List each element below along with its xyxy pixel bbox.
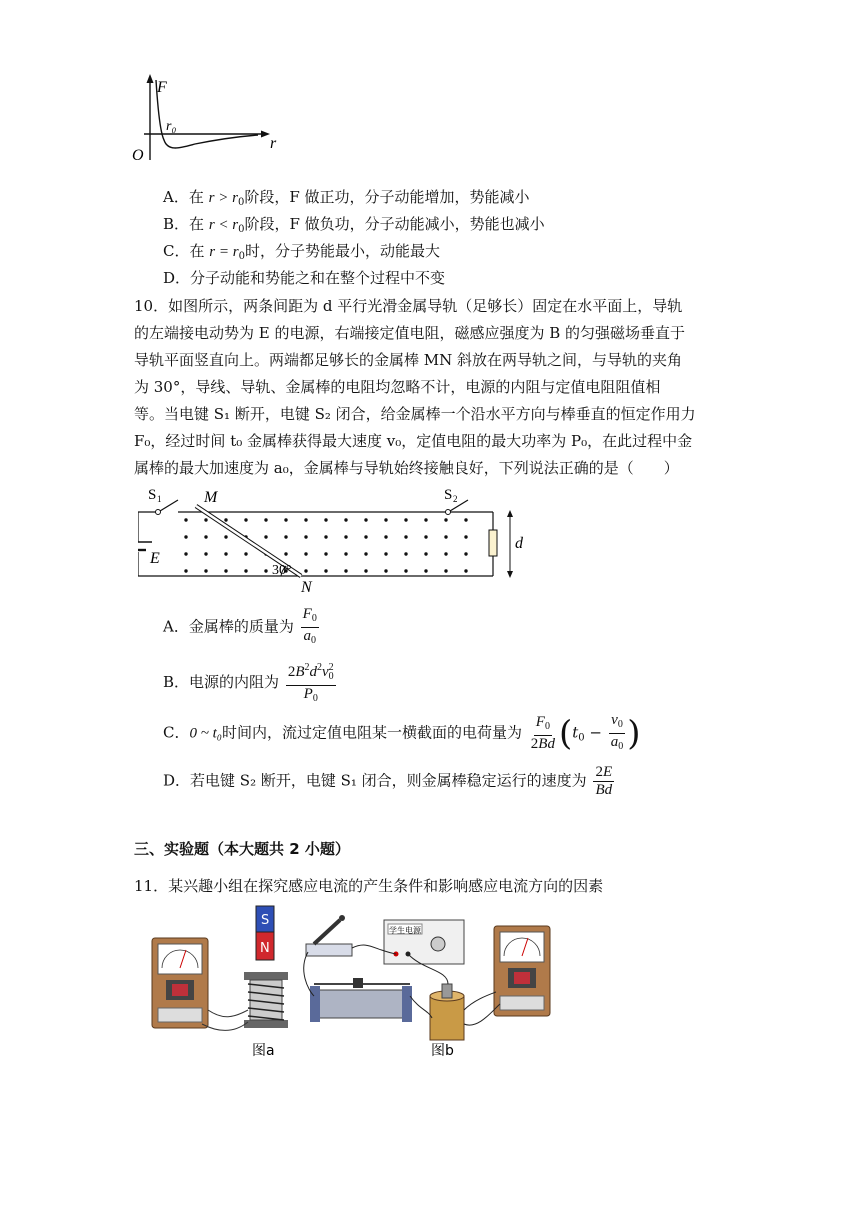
svg-text:图b: 图b <box>431 1043 454 1059</box>
fixed-resistor <box>489 530 497 556</box>
field-dot <box>424 569 427 572</box>
q10-option-b: B．电源的内阻为 $\frac{2B^2d^2v^2_0}{P_0}$ <box>163 659 338 707</box>
field-dot <box>204 569 207 572</box>
q10-line-6: F₀，经过时间 t₀ 金属棒获得最大速度 v₀，定值电阻的最大功率为 P₀，在此过程中金 <box>134 432 693 450</box>
x-axis-arrow <box>261 131 270 138</box>
q9-option-b: B．在 $r < r_0$阶段，F 做负功，分子动能减小，势能也减小 <box>163 215 545 235</box>
svg-text:2: 2 <box>453 494 458 504</box>
field-dot <box>244 552 247 555</box>
q11-stem: 11．某兴趣小组在探究感应电流的产生条件和影响感应电流方向的因素 <box>134 877 604 895</box>
svg-text:N: N <box>301 579 312 596</box>
knife-switch <box>306 915 352 956</box>
field-dot <box>464 569 467 572</box>
field-dot <box>284 535 287 538</box>
q10-option-a: A．金属棒的质量为 $\frac{F_0}{a_0}$ <box>163 606 317 646</box>
field-dot <box>224 518 227 521</box>
r0-label: r₀ <box>166 119 177 134</box>
field-dot <box>184 569 187 572</box>
svg-text:30°: 30° <box>272 563 292 578</box>
field-dot <box>304 535 307 538</box>
field-dot <box>324 569 327 572</box>
svg-text:1: 1 <box>157 494 162 504</box>
field-dot <box>424 552 427 555</box>
field-dot <box>204 535 207 538</box>
s1-switch-blade <box>160 500 178 511</box>
galvanometer-b <box>494 926 550 1016</box>
q10-line-4: 为 30°，导线、导轨、金属棒的电阻均忽略不计，电源的内阻与定值电阻阻值相 <box>134 378 661 396</box>
q10-line-7: 属棒的最大加速度为 a₀，金属棒与导轨始终接触良好，下列说法正确的是（ ） <box>134 459 679 477</box>
field-dot <box>304 518 307 521</box>
field-dot <box>384 552 387 555</box>
field-dot <box>464 552 467 555</box>
field-dot <box>304 569 307 572</box>
field-dot <box>304 552 307 555</box>
field-dot <box>344 535 347 538</box>
force-curve <box>156 80 258 148</box>
field-dot <box>444 535 447 538</box>
field-dot <box>324 518 327 521</box>
field-dot <box>424 518 427 521</box>
field-dot <box>184 518 187 521</box>
field-dot <box>204 518 207 521</box>
svg-text:学生电源: 学生电源 <box>389 926 421 935</box>
svg-text:M: M <box>204 489 218 506</box>
svg-text:E: E <box>150 550 160 567</box>
field-dot <box>404 569 407 572</box>
field-dot <box>264 535 267 538</box>
svg-text:d: d <box>515 535 523 552</box>
field-dot <box>344 552 347 555</box>
field-dot <box>464 535 467 538</box>
field-dot <box>404 535 407 538</box>
svg-text:图a: 图a <box>252 1043 275 1059</box>
rheostat <box>310 978 412 1022</box>
field-dot <box>464 518 467 521</box>
field-dot <box>344 569 347 572</box>
bar-magnet <box>256 906 274 960</box>
field-dot <box>244 569 247 572</box>
field-dot <box>444 569 447 572</box>
field-dot <box>244 518 247 521</box>
field-dot <box>444 518 447 521</box>
force-distance-graph <box>130 72 280 168</box>
field-dot <box>224 569 227 572</box>
origin-label: O <box>132 147 144 164</box>
y-axis-arrow <box>147 74 154 83</box>
svg-text:S: S <box>444 487 453 503</box>
svg-text:S: S <box>261 913 270 928</box>
q10-line-1: 10．如图所示，两条间距为 d 平行光滑金属导轨（足够长）固定在水平面上，导轨 <box>134 297 683 315</box>
field-dot <box>264 569 267 572</box>
r-label: r <box>270 135 277 152</box>
field-dot <box>224 552 227 555</box>
field-dot <box>324 552 327 555</box>
field-dot <box>364 569 367 572</box>
q10-line-2: 的左端接电动势为 E 的电源，右端接定值电阻，磁感应强度为 B 的匀强磁场垂直于 <box>134 324 686 342</box>
field-dot <box>364 552 367 555</box>
field-dot <box>444 552 447 555</box>
field-dot <box>384 535 387 538</box>
coil-a <box>244 972 288 1028</box>
coil-b <box>430 984 464 1040</box>
q9-option-a: A．在 $r > r_0$阶段，F 做正功，分子动能增加，势能减小 <box>163 188 530 208</box>
apparatus-figure <box>148 900 558 1070</box>
q9-option-c: C．在 $r = r_0$时，分子势能最小，动能最大 <box>163 242 440 262</box>
field-dot <box>284 552 287 555</box>
field-dot <box>284 518 287 521</box>
field-dot <box>404 552 407 555</box>
field-dot <box>384 518 387 521</box>
rail-circuit-figure <box>138 484 538 596</box>
field-dot <box>324 535 327 538</box>
field-dot <box>264 518 267 521</box>
field-dot <box>364 518 367 521</box>
field-dot <box>364 535 367 538</box>
q10-line-3: 导轨平面竖直向上。两端都足够长的金属棒 MN 斜放在两导轨之间，与导轨的夹角 <box>134 351 683 369</box>
svg-text:S: S <box>148 487 157 503</box>
section-heading: 三、实验题（本大题共 2 小题） <box>134 840 350 858</box>
svg-text:N: N <box>260 941 270 956</box>
galvanometer-a <box>152 938 208 1028</box>
field-dot <box>184 535 187 538</box>
field-dot <box>384 569 387 572</box>
f-label: F <box>157 79 167 96</box>
field-dot <box>204 552 207 555</box>
power-supply <box>384 920 464 964</box>
q10-line-5: 等。当电键 S₁ 断开，电键 S₂ 闭合，给金属棒一个沿水平方向与棒垂直的恒定作用力 <box>134 405 696 423</box>
q10-option-d: D．若电键 S₂ 断开，电键 S₁ 闭合，则金属棒稳定运行的速度为 $\frac{2E}{Bd}$ <box>163 764 613 798</box>
field-dot <box>184 552 187 555</box>
field-dot <box>404 518 407 521</box>
field-dot <box>344 518 347 521</box>
q9-option-d: D．分子动能和势能之和在整个过程中不变 <box>163 269 446 287</box>
field-dot <box>224 535 227 538</box>
q10-option-c: C．0 ~ t₀时间内，流过定值电阻某一横截面的电荷量为 $\frac{F_0}{2Bd}$ ($t_0$ − $\frac{v_0}{a_0}$ ) <box>163 712 641 754</box>
field-dot <box>424 535 427 538</box>
